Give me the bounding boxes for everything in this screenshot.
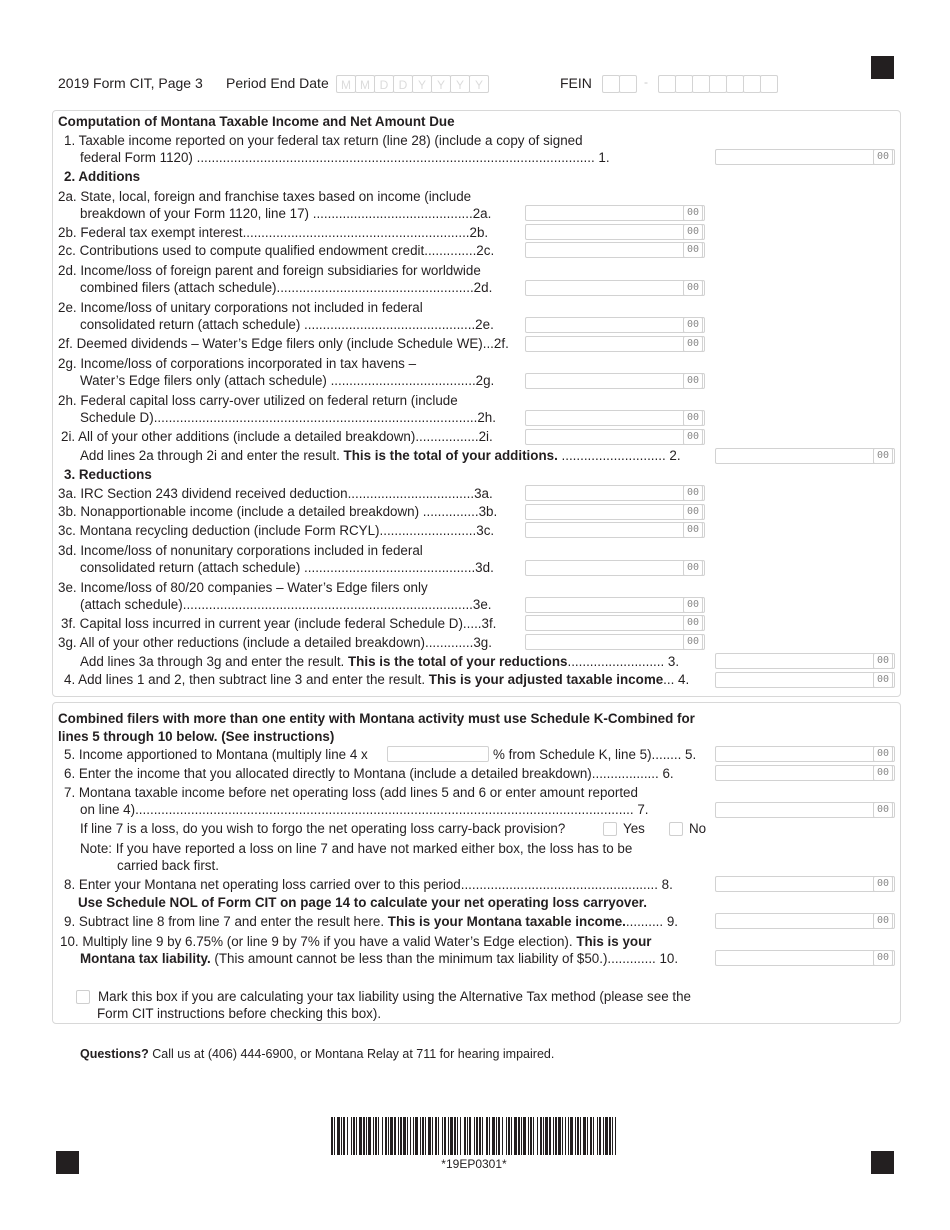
combined-title-1: Combined filers with more than one entity with Montana activity must use Schedule K-Combined for — [58, 711, 695, 726]
line-2f-amount-field[interactable] — [525, 336, 705, 352]
line-3a-text: 3a. IRC Section 243 dividend received deduction..................................3a. — [58, 486, 493, 501]
line-10-text-cont: Montana tax liability. (This amount cannot be less than the minimum tax liability of $50.)............. 10. — [80, 951, 679, 966]
line-1-amount-field[interactable] — [715, 149, 895, 165]
line-3e-text: 3e. Income/loss of 80/20 companies – Water’s Edge filers only — [58, 580, 428, 595]
period-digit: D — [374, 75, 394, 93]
line-3b-amount-field[interactable] — [525, 504, 705, 520]
forgo-no-label: No — [689, 821, 707, 836]
line-3-amount-field[interactable] — [715, 653, 895, 669]
fein-dash: - — [644, 75, 648, 89]
section-title: Computation of Montana Taxable Income and Net Amount Due — [58, 114, 455, 129]
line-2e-text-cont: consolidated return (attach schedule) ..............................................2e. — [80, 317, 494, 332]
line-3g-cents[interactable]: 00 — [683, 634, 703, 650]
line-3d-text: 3d. Income/loss of nonunitary corporations included in federal — [58, 543, 423, 558]
line-3a-amount-field[interactable] — [525, 485, 705, 501]
line-4-amount-field[interactable] — [715, 672, 895, 688]
barcode — [331, 1117, 617, 1155]
fein-digit — [760, 75, 778, 93]
line-2i-amount-field[interactable] — [525, 429, 705, 445]
line-2b-cents[interactable]: 00 — [683, 224, 703, 240]
line-2b-text: 2b. Federal tax exempt interest.............................................................2b. — [58, 225, 489, 240]
line-1-text-cont: federal Form 1120) ........................................................................................................... 1. — [80, 150, 610, 165]
fein-digit — [619, 75, 637, 93]
line-7-amount-field[interactable] — [715, 802, 895, 818]
line-8-cents[interactable]: 00 — [873, 876, 893, 892]
line-2-amount-field[interactable] — [715, 448, 895, 464]
period-digit: Y — [469, 75, 489, 93]
line-2c-amount-field[interactable] — [525, 242, 705, 258]
line-3c-amount-field[interactable] — [525, 522, 705, 538]
fein-digit — [602, 75, 620, 93]
line-2a-text: 2a. State, local, foreign and franchise taxes based on income (include — [58, 189, 472, 204]
line-2h-cents[interactable]: 00 — [683, 410, 703, 426]
barcode-text: *19EP0301* — [441, 1157, 507, 1171]
registration-mark-bottom-right — [871, 1151, 894, 1174]
line-3d-cents[interactable]: 00 — [683, 560, 703, 576]
line-3d-amount-field[interactable] — [525, 560, 705, 576]
line-2g-text: 2g. Income/loss of corporations incorporated in tax havens – — [58, 356, 417, 371]
line-2c-cents[interactable]: 00 — [683, 242, 703, 258]
line-2f-cents[interactable]: 00 — [683, 336, 703, 352]
line-5-amount-field[interactable] — [715, 746, 895, 762]
line-2g-amount-field[interactable] — [525, 373, 705, 389]
line-3f-amount-field[interactable] — [525, 615, 705, 631]
forgo-yes-checkbox[interactable] — [603, 822, 617, 836]
line-3c-cents[interactable]: 00 — [683, 522, 703, 538]
line-2h-text-cont: Schedule D).......................................................................................2h. — [80, 410, 496, 425]
line-3d-text-cont: consolidated return (attach schedule) ..............................................3d. — [80, 560, 494, 575]
line-5-text: 5. Income apportioned to Montana (multiply line 4 x — [64, 747, 368, 762]
line-3g-text: 3g. All of your other reductions (include a detailed breakdown).............3g. — [58, 635, 492, 650]
line-7-cents[interactable]: 00 — [873, 802, 893, 818]
line-2a-text-cont: breakdown of your Form 1120, line 17) ...........................................2a. — [80, 206, 492, 221]
alternative-tax-text: Mark this box if you are calculating your tax liability using the Alternative Tax method (please see the — [98, 989, 691, 1004]
fein-digit — [709, 75, 727, 93]
line-9-text: 9. Subtract line 8 from line 7 and enter the result here. This is your Montana taxable income........... 9. — [64, 914, 678, 929]
line-2g-text-cont: Water’s Edge filers only (attach schedule) .......................................2g. — [80, 373, 495, 388]
period-digit: M — [336, 75, 356, 93]
line-2d-amount-field[interactable] — [525, 280, 705, 296]
line-2e-cents[interactable]: 00 — [683, 317, 703, 333]
line-2g-cents[interactable]: 00 — [683, 373, 703, 389]
line-7-question: If line 7 is a loss, do you wish to forgo the net operating loss carry-back provision? — [80, 821, 566, 836]
note-text-cont: carried back first. — [117, 858, 219, 873]
line-2e-text: 2e. Income/loss of unitary corporations not included in federal — [58, 300, 423, 315]
line-9-amount-field[interactable] — [715, 913, 895, 929]
line-3a-cents[interactable]: 00 — [683, 485, 703, 501]
combined-title-2: lines 5 through 10 below. (See instructions) — [58, 729, 335, 744]
line-2d-text: 2d. Income/loss of foreign parent and foreign subsidiaries for worldwide — [58, 263, 481, 278]
line-2c-text: 2c. Contributions used to compute qualified endowment credit..............2c. — [58, 243, 495, 258]
fein-digit — [726, 75, 744, 93]
nol-instruction: Use Schedule NOL of Form CIT on page 14 to calculate your net operating loss carryover. — [78, 895, 648, 910]
line-3e-text-cont: (attach schedule)..............................................................................3e. — [80, 597, 492, 612]
line-2h-text: 2h. Federal capital loss carry-over utilized on federal return (include — [58, 393, 458, 408]
line-6-amount-field[interactable] — [715, 765, 895, 781]
alternative-tax-checkbox[interactable] — [76, 990, 90, 1004]
note-text: Note: If you have reported a loss on line 7 and have not marked either box, the loss has to be — [80, 841, 633, 856]
period-digit: Y — [431, 75, 451, 93]
additions-heading: 2. Additions — [64, 169, 141, 184]
line-1-cents[interactable]: 00 — [873, 149, 893, 165]
line-4-cents[interactable]: 00 — [873, 672, 893, 688]
line-5-cents[interactable]: 00 — [873, 746, 893, 762]
line-6-cents[interactable]: 00 — [873, 765, 893, 781]
line-10-amount-field[interactable] — [715, 950, 895, 966]
line-7-text: 7. Montana taxable income before net operating loss (add lines 5 and 6 or enter amount reported — [64, 785, 638, 800]
line-2d-cents[interactable]: 00 — [683, 280, 703, 296]
line-2i-cents[interactable]: 00 — [683, 429, 703, 445]
fein-digit — [743, 75, 761, 93]
period-digit: Y — [412, 75, 432, 93]
line-2h-amount-field[interactable] — [525, 410, 705, 426]
line-7-text-cont: on line 4)...................................................................................................................................... 7. — [80, 802, 649, 817]
line-8-amount-field[interactable] — [715, 876, 895, 892]
line-3e-amount-field[interactable] — [525, 597, 705, 613]
forgo-no-checkbox[interactable] — [669, 822, 683, 836]
line-4-text: 4. Add lines 1 and 2, then subtract line 3 and enter the result. This is your adjusted taxable income... 4. — [64, 672, 690, 687]
line-10-cents[interactable]: 00 — [873, 950, 893, 966]
line-5-percent-field[interactable] — [387, 746, 489, 762]
line-1-text: 1. Taxable income reported on your federal tax return (line 28) (include a copy of signed — [64, 133, 583, 148]
period-end-date-field[interactable] — [336, 75, 486, 93]
fein-label: FEIN — [560, 75, 592, 91]
line-2a-amount-field[interactable] — [525, 205, 705, 221]
period-end-label: Period End Date — [226, 75, 329, 91]
line-2a-cents[interactable]: 00 — [683, 205, 703, 221]
fein-digit — [675, 75, 693, 93]
line-5-text-cont: % from Schedule K, line 5)........ 5. — [493, 747, 697, 762]
line-3b-cents[interactable]: 00 — [683, 504, 703, 520]
registration-mark-bottom-left — [56, 1151, 79, 1174]
form-page-label: 2019 Form CIT, Page 3 — [58, 75, 203, 91]
line-3-cents[interactable]: 00 — [873, 653, 893, 669]
line-3f-text: 3f. Capital loss incurred in current year (include federal Schedule D).....3f. — [61, 616, 497, 631]
forgo-yes-label: Yes — [623, 821, 645, 836]
fein-digit — [692, 75, 710, 93]
registration-mark-top-right — [871, 56, 894, 79]
line-2-cents[interactable]: 00 — [873, 448, 893, 464]
reductions-heading: 3. Reductions — [64, 467, 152, 482]
line-2d-text-cont: combined filers (attach schedule).....................................................2d. — [80, 280, 493, 295]
line-3c-text: 3c. Montana recycling deduction (include Form RCYL)..........................3c. — [58, 523, 495, 538]
questions-line: Questions? Call us at (406) 444-6900, or Montana Relay at 711 for hearing impaired. — [80, 1047, 555, 1061]
line-2-total-text: Add lines 2a through 2i and enter the result. This is the total of your additions. ............................ 2. — [80, 448, 681, 463]
period-digit: M — [355, 75, 375, 93]
fein-digit — [658, 75, 676, 93]
fein-field[interactable] — [602, 75, 792, 93]
line-3-total-text: Add lines 3a through 3g and enter the result. This is the total of your reductions.......................... 3. — [80, 654, 680, 669]
line-2b-amount-field[interactable] — [525, 224, 705, 240]
period-digit: D — [393, 75, 413, 93]
line-6-text: 6. Enter the income that you allocated directly to Montana (include a detailed breakdown).................. 6. — [64, 766, 674, 781]
line-3g-amount-field[interactable] — [525, 634, 705, 650]
period-digit: Y — [450, 75, 470, 93]
line-3f-cents[interactable]: 00 — [683, 615, 703, 631]
line-3e-cents[interactable]: 00 — [683, 597, 703, 613]
line-2f-text: 2f. Deemed dividends – Water’s Edge filers only (include Schedule WE)...2f. — [58, 336, 509, 351]
line-9-cents[interactable]: 00 — [873, 913, 893, 929]
alternative-tax-text-cont: Form CIT instructions before checking this box). — [97, 1006, 382, 1021]
line-2i-text: 2i. All of your other additions (include a detailed breakdown).................2i. — [61, 429, 493, 444]
line-2e-amount-field[interactable] — [525, 317, 705, 333]
line-3b-text: 3b. Nonapportionable income (include a detailed breakdown) ...............3b. — [58, 504, 498, 519]
line-8-text: 8. Enter your Montana net operating loss carried over to this period..................................................... 8. — [64, 877, 673, 892]
line-10-text: 10. Multiply line 9 by 6.75% (or line 9 by 7% if you have a valid Water’s Edge election). This is your — [60, 934, 652, 949]
